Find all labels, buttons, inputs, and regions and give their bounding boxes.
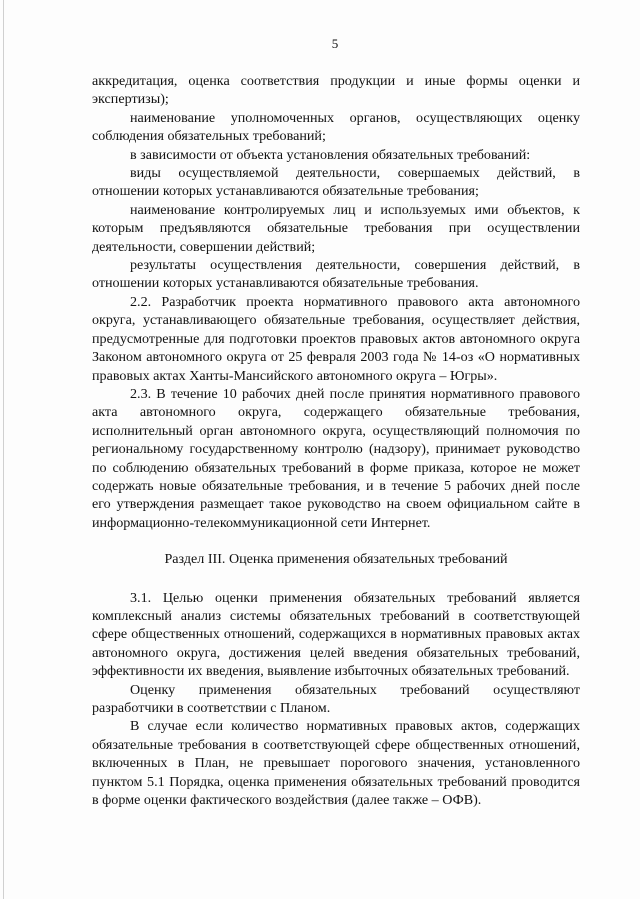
- document-body: [92, 72, 580, 809]
- paragraph: аккредитация, оценка соответствия продукции и иные формы оценки и экспертизы);: [92, 73, 580, 108]
- paragraph: 2.2. Разработчик проекта нормативного правового акта автономного округа, устанавливающего обязательные требования, осуществляет действия, предусмотренные для подготовки проектов правовых актов автономного округа Законом автономного округа от 25 февраля 2003 года № 14-оз «О нормативных правовых актах Ханты-Мансийского автономного округа – Югры».: [92, 293, 580, 384]
- section-heading: Раздел III. Оценка применения обязательных требований: [164, 551, 508, 568]
- paragraph: наименование контролируемых лиц и используемых ими объектов, к которым предъявляются обязательные требования при осуществлении деятельности, совершении действий;: [92, 201, 580, 255]
- paragraph: 3.1. Целью оценки применения обязательных требований является комплексный анализ системы обязательных требований в соответствующей сфере общественных отношений, содержащихся в нормативных правовых актах автономного округа, достижения целей введения обязательных требований, эффективности их введения, выявление избыточных обязательных требований.: [92, 589, 580, 680]
- paragraph: В случае если количество нормативных правовых актов, содержащих обязательные требования в соответствующей сфере общественных отношений, включенных в План, не превышает порогового значения, установленного пунктом 5.1 Порядка, оценка применения обязательных требований проводится в форме оценки фактического воздействия (далее также – ОФВ).: [92, 718, 580, 809]
- scan-edge-line: [3, 0, 4, 899]
- paragraph: виды осуществляемой деятельности, совершаемых действий, в отношении которых устанавливаются обязательные требования;: [92, 165, 580, 200]
- paragraph: результаты осуществления деятельности, совершения действий, в отношении которых устанавливаются обязательные требования.: [92, 257, 580, 292]
- paragraph: Оценку применения обязательных требований осуществляют разработчики в соответствии с Планом.: [92, 681, 580, 716]
- paragraph: 2.3. В течение 10 рабочих дней после принятия нормативного правового акта автономного округа, содержащего обязательные требования, исполнительный орган автономного округа, осуществляющий полномочия по региональному государственному контролю (надзору), принимает руководство по соблюдению обязательных требований в форме приказа, которое не может содержать новые обязательные требования, и в течение 5 рабочих дней после его утверждения размещает такое руководство на своем официальном сайте в информационно-телекоммуникационной сети Интернет.: [92, 385, 580, 531]
- paragraph: наименование уполномоченных органов, осуществляющих оценку соблюдения обязательных требований;: [92, 109, 580, 145]
- page-number: 5: [331, 36, 339, 51]
- paragraph: в зависимости от объекта установления обязательных требований:: [130, 146, 531, 163]
